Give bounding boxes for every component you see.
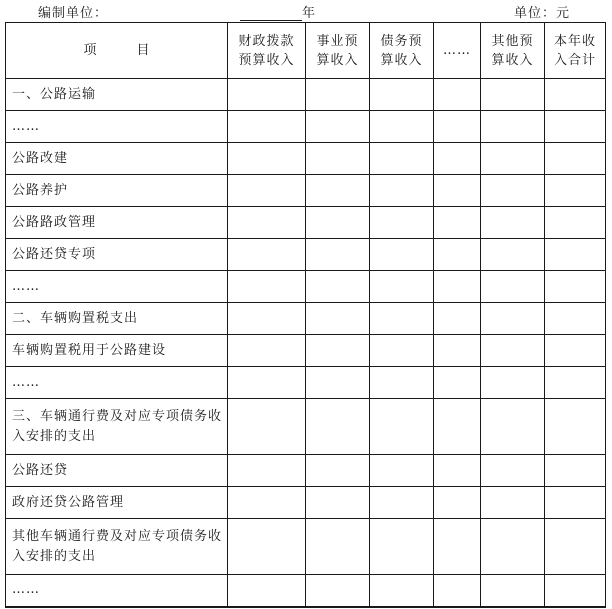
table-cell xyxy=(228,239,306,271)
table-cell xyxy=(434,207,481,239)
table-cell xyxy=(481,455,545,487)
table-cell xyxy=(228,575,306,607)
row-label: 公路还贷 xyxy=(6,455,228,487)
table-cell xyxy=(545,143,606,175)
table-cell xyxy=(545,175,606,207)
table-cell xyxy=(434,455,481,487)
table-cell xyxy=(434,79,481,111)
table-cell xyxy=(434,335,481,367)
table-cell xyxy=(370,335,434,367)
table-cell xyxy=(228,175,306,207)
table-cell xyxy=(306,111,370,143)
table-cell xyxy=(434,271,481,303)
table-cell xyxy=(228,455,306,487)
table-row xyxy=(6,335,606,367)
table-cell xyxy=(228,79,306,111)
table-cell xyxy=(370,143,434,175)
table-cell xyxy=(228,303,306,335)
table-cell xyxy=(481,335,545,367)
table-cell xyxy=(481,79,545,111)
table-cell xyxy=(434,575,481,607)
table-cell xyxy=(306,175,370,207)
table-cell xyxy=(481,271,545,303)
table-cell xyxy=(306,367,370,399)
row-label: …… xyxy=(6,367,228,399)
table-cell xyxy=(306,271,370,303)
table-cell xyxy=(481,487,545,519)
row-label: …… xyxy=(6,111,228,143)
table-cell xyxy=(481,519,545,575)
table-cell xyxy=(306,207,370,239)
row-label: 一、公路运输 xyxy=(6,79,228,111)
table-row xyxy=(6,399,606,455)
table-cell xyxy=(370,399,434,455)
table-cell xyxy=(434,487,481,519)
column-header-annual-total: 本年收 入合计 xyxy=(545,23,606,79)
row-label: 公路改建 xyxy=(6,143,228,175)
table-cell xyxy=(545,207,606,239)
table-cell xyxy=(545,487,606,519)
table-cell xyxy=(228,335,306,367)
table-row xyxy=(6,367,606,399)
reporting-unit-label: 编制单位： xyxy=(38,6,109,21)
table-cell xyxy=(370,487,434,519)
table-cell xyxy=(545,79,606,111)
table-cell xyxy=(545,335,606,367)
table-cell xyxy=(228,111,306,143)
table-cell xyxy=(545,111,606,143)
table-cell xyxy=(370,303,434,335)
table-row xyxy=(6,175,606,207)
table-cell xyxy=(306,143,370,175)
table-cell xyxy=(481,399,545,455)
table-cell xyxy=(370,271,434,303)
table-cell xyxy=(306,399,370,455)
table-cell xyxy=(434,303,481,335)
table-cell xyxy=(306,487,370,519)
table-cell xyxy=(306,79,370,111)
column-header-other-income: 其他预 算收入 xyxy=(481,23,545,79)
column-header-institution-income: 事业预 算收入 xyxy=(306,23,370,79)
table-row xyxy=(6,271,606,303)
table-cell xyxy=(481,207,545,239)
table-cell xyxy=(545,519,606,575)
table-cell xyxy=(228,367,306,399)
table-cell xyxy=(370,79,434,111)
table-cell xyxy=(306,303,370,335)
table-cell xyxy=(481,575,545,607)
table-cell xyxy=(228,271,306,303)
column-header-ellipsis: …… xyxy=(434,23,481,79)
table-cell xyxy=(228,143,306,175)
table-cell xyxy=(228,519,306,575)
table-cell xyxy=(370,575,434,607)
table-cell xyxy=(228,399,306,455)
table-cell xyxy=(434,239,481,271)
table-cell xyxy=(306,519,370,575)
budget-income-table xyxy=(5,22,606,608)
table-cell xyxy=(306,239,370,271)
table-cell xyxy=(434,111,481,143)
table-cell xyxy=(434,367,481,399)
row-label: …… xyxy=(6,575,228,607)
table-row xyxy=(6,519,606,575)
row-label: 二、车辆购置税支出 xyxy=(6,303,228,335)
table-row xyxy=(6,111,606,143)
table-cell xyxy=(370,175,434,207)
column-header-item: 项 目 xyxy=(6,23,228,79)
row-label: 政府还贷公路管理 xyxy=(6,487,228,519)
table-cell xyxy=(434,399,481,455)
column-header-fiscal-allocation: 财政拨款 预算收入 xyxy=(228,23,306,79)
table-header-row xyxy=(6,23,606,79)
table-row xyxy=(6,487,606,519)
table-cell xyxy=(545,399,606,455)
table-cell xyxy=(481,111,545,143)
table-cell xyxy=(434,175,481,207)
table-row xyxy=(6,575,606,607)
row-label: 公路还贷专项 xyxy=(6,239,228,271)
row-label: 其他车辆通行费及对应专项债务收入安排的支出 xyxy=(6,519,228,575)
table-cell xyxy=(370,111,434,143)
table-row xyxy=(6,239,606,271)
table-cell xyxy=(545,455,606,487)
year-field xyxy=(240,2,315,21)
report-header xyxy=(0,0,612,22)
table-cell xyxy=(545,239,606,271)
year-blank-line xyxy=(240,6,302,21)
table-cell xyxy=(481,175,545,207)
table-row xyxy=(6,143,606,175)
table-cell xyxy=(481,143,545,175)
table-cell xyxy=(481,303,545,335)
table-cell xyxy=(434,519,481,575)
table-cell xyxy=(434,143,481,175)
table-cell xyxy=(370,455,434,487)
table-cell xyxy=(370,519,434,575)
table-cell xyxy=(306,575,370,607)
table-cell xyxy=(481,239,545,271)
table-cell xyxy=(545,271,606,303)
table-cell xyxy=(545,303,606,335)
table-cell xyxy=(228,487,306,519)
table-cell xyxy=(370,367,434,399)
currency-unit-label: 单位：元 xyxy=(514,6,571,21)
year-suffix: 年 xyxy=(302,6,316,21)
table-row xyxy=(6,455,606,487)
table-cell xyxy=(545,367,606,399)
table-cell xyxy=(370,239,434,271)
column-header-debt-income: 债务预 算收入 xyxy=(370,23,434,79)
table-cell xyxy=(228,207,306,239)
table-cell xyxy=(545,575,606,607)
table-row xyxy=(6,79,606,111)
row-label: …… xyxy=(6,271,228,303)
table-row xyxy=(6,303,606,335)
table-cell xyxy=(306,455,370,487)
table-cell xyxy=(306,335,370,367)
table-cell xyxy=(370,207,434,239)
row-label: 三、车辆通行费及对应专项债务收入安排的支出 xyxy=(6,399,228,455)
row-label: 公路养护 xyxy=(6,175,228,207)
table-row xyxy=(6,207,606,239)
row-label: 公路路政管理 xyxy=(6,207,228,239)
table-cell xyxy=(481,367,545,399)
row-label: 车辆购置税用于公路建设 xyxy=(6,335,228,367)
